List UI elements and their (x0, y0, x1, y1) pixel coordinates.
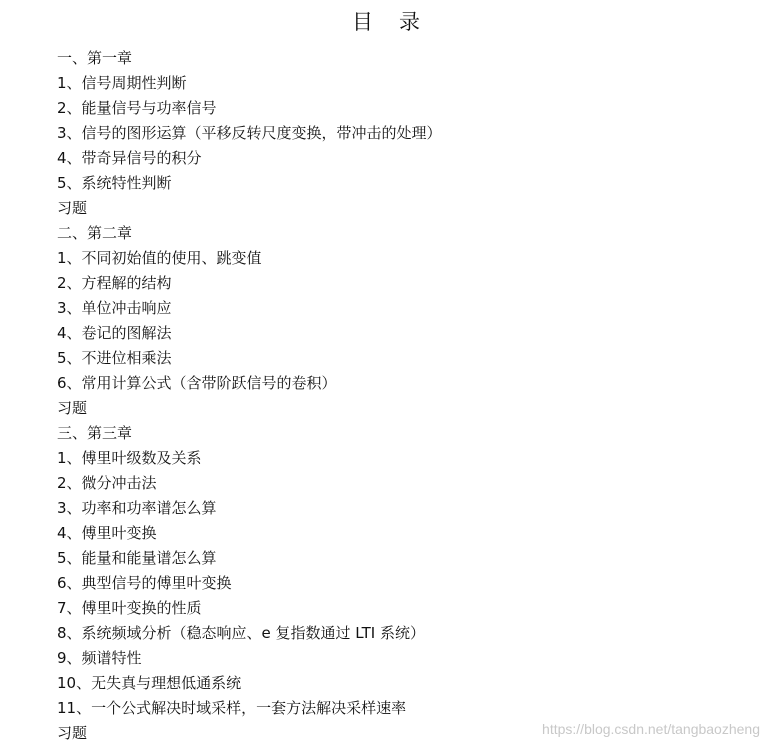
table-of-contents (57, 46, 442, 746)
toc-item: 2、能量信号与功率信号 (57, 99, 217, 117)
toc-item: 8、系统频域分析（稳态响应、e 复指数通过 LTI 系统） (57, 624, 425, 642)
toc-item: 7、傅里叶变换的性质 (57, 599, 202, 617)
title-char-2: 录 (399, 10, 420, 34)
toc-item: 4、卷记的图解法 (57, 324, 172, 342)
toc-exercises: 习题 (57, 199, 88, 217)
toc-item: 3、信号的图形运算（平移反转尺度变换，带冲击的处理） (57, 124, 442, 142)
toc-item: 2、方程解的结构 (57, 274, 172, 292)
toc-item: 2、微分冲击法 (57, 474, 157, 492)
toc-item: 5、不进位相乘法 (57, 349, 172, 367)
toc-item: 1、不同初始值的使用、跳变值 (57, 249, 262, 267)
toc-item: 4、傅里叶变换 (57, 524, 157, 542)
toc-item: 3、单位冲击响应 (57, 299, 172, 317)
toc-exercises: 习题 (57, 399, 88, 417)
toc-item: 9、频谱特性 (57, 649, 142, 667)
toc-item: 4、带奇异信号的积分 (57, 149, 202, 167)
toc-item: 10、无失真与理想低通系统 (57, 674, 242, 692)
toc-chapter-1: 一、第一章 (57, 49, 133, 67)
toc-item: 6、典型信号的傅里叶变换 (57, 574, 232, 592)
toc-item: 5、系统特性判断 (57, 174, 172, 192)
toc-item: 1、信号周期性判断 (57, 74, 187, 92)
toc-item: 1、傅里叶级数及关系 (57, 449, 202, 467)
toc-chapter-2: 二、第二章 (57, 224, 133, 242)
toc-item: 6、常用计算公式（含带阶跃信号的卷积） (57, 374, 337, 392)
toc-item: 5、能量和能量谱怎么算 (57, 549, 217, 567)
toc-item: 11、一个公式解决时域采样，一套方法解决采样速率 (57, 699, 407, 717)
toc-exercises: 习题 (57, 724, 88, 742)
toc-chapter-3: 三、第三章 (57, 424, 133, 442)
watermark: https://blog.csdn.net/tangbaozheng (542, 721, 760, 737)
title-char-1: 目 (352, 10, 373, 34)
page-title (0, 8, 772, 36)
toc-item: 3、功率和功率谱怎么算 (57, 499, 217, 517)
